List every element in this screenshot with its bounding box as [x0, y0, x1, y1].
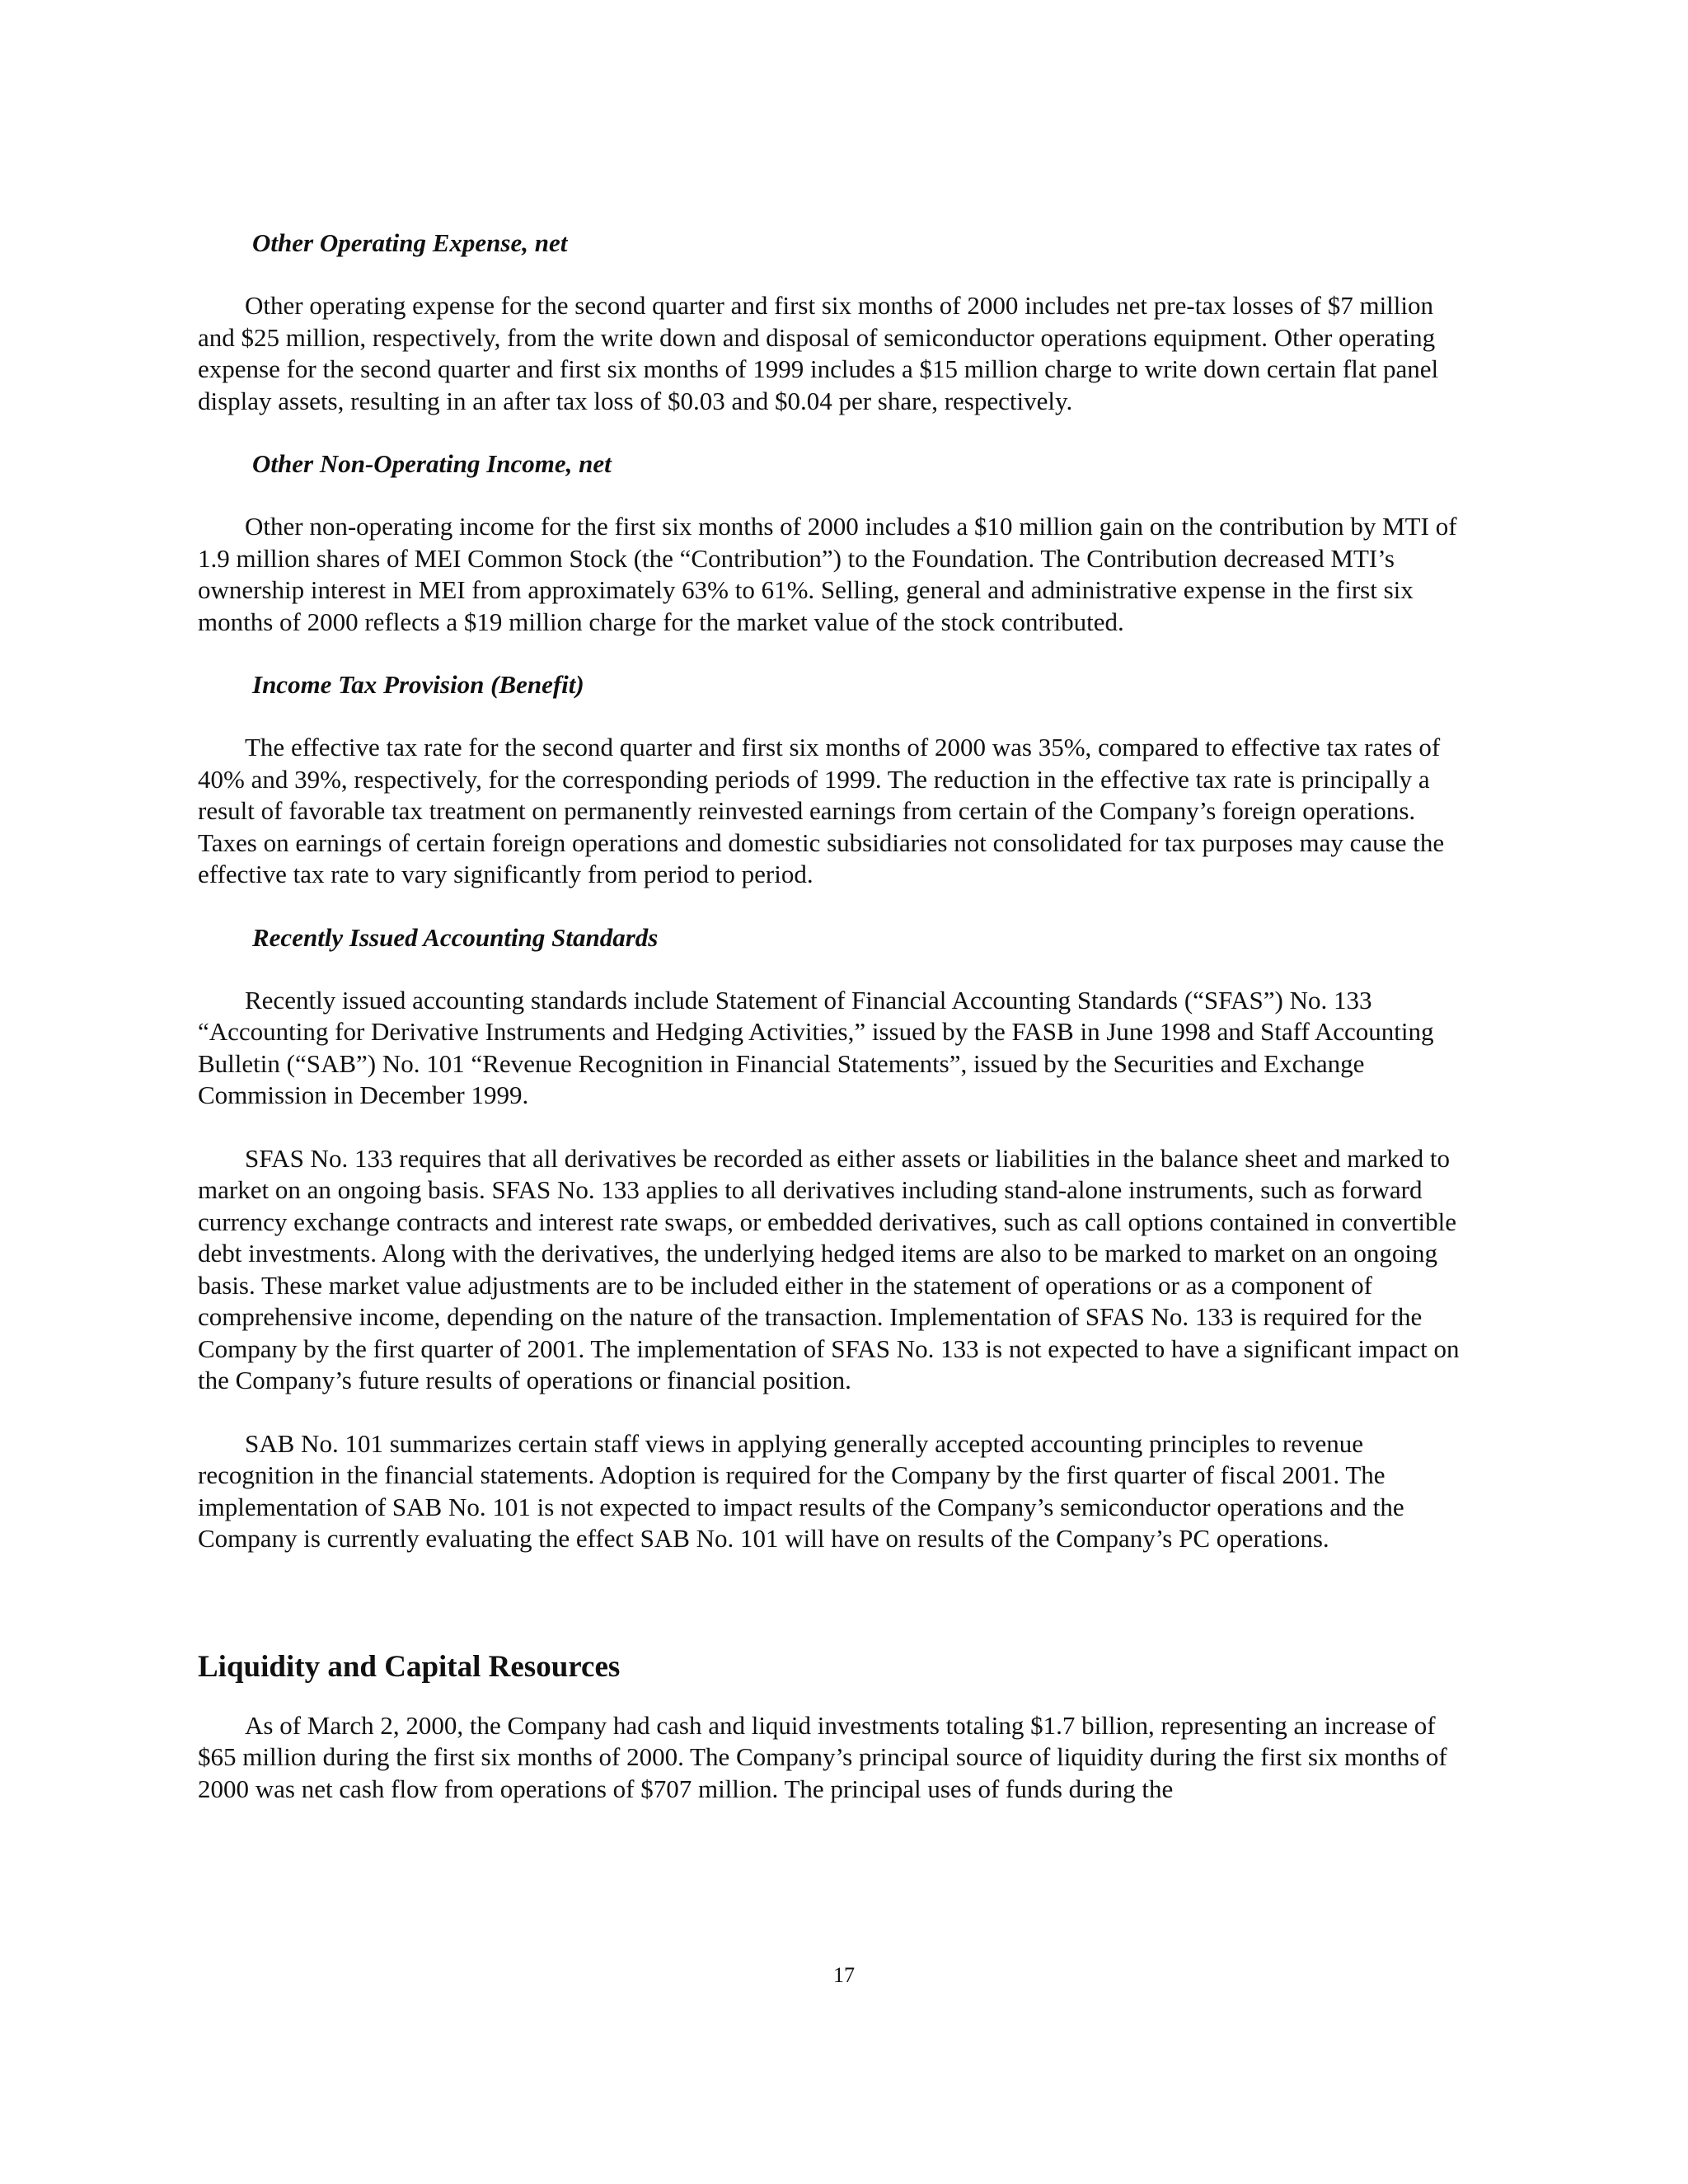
paragraph-liquidity: As of March 2, 2000, the Company had cash and liquid investments totaling $1.7 billion, representing an increase of $65 million during the first six months of 2000. The Company’s principal source of liquidity during the first six months of 2000 was net cash flow from operations of $707 million. The principal uses of funds during the: [198, 1710, 1447, 1803]
heading-other-non-operating-income: Other Non-Operating Income, net: [252, 449, 612, 478]
page-number: 17: [833, 1963, 855, 1987]
heading-liquidity-and-capital-resources: Liquidity and Capital Resources: [198, 1649, 621, 1684]
heading-recently-issued-accounting-standards: Recently Issued Accounting Standards: [252, 922, 659, 952]
paragraph-other-non-operating-income: Other non-operating income for the first six months of 2000 includes a $10 million gain on the contribution by MTI of 1.9 million shares of MEI Common Stock (the “Contribution”) to the Foundation. The Contribution decreased MTI’s ownership interest in MEI from approximately 63% to 61%. Selling, general and administrative expense in the first six months of 2000 reflects a $19 million charge for the market value of the stock contributed.: [198, 512, 1457, 636]
heading-other-operating-expense: Other Operating Expense, net: [252, 228, 568, 257]
paragraph-sab-101: SAB No. 101 summarizes certain staff views in applying generally accepted accounting principles to revenue recognition in the financial statements. Adoption is required for the Company by the first quarter of fiscal 2001. The implementation of SAB No. 101 is not expected to impact results of the Company’s semiconductor operations and the Company is currently evaluating the effect SAB No. 101 will have on results of the Company’s PC operations.: [198, 1428, 1404, 1553]
section-spacer: [198, 1586, 1475, 1649]
paragraph-sfas-133: SFAS No. 133 requires that all derivatives be recorded as either assets or liabilities in the balance sheet and marked to market on an ongoing basis. SFAS No. 133 applies to all derivatives including stand-alone instruments, such as forward currency exchange contracts and interest rate swaps, or embedded derivatives, such as call options contained in convertible debt investments. Along with the derivatives, the underlying hedged items are also to be marked to market on an ongoing basis. These market value adjustments are to be included either in the statement of operations or as a component of comprehensive income, depending on the nature of the transaction. Implementation of SFAS No. 133 is required for the Company by the first quarter of 2001. The implementation of SFAS No. 133 is not expected to have a significant impact on the Company’s future results of operations or financial position.: [198, 1143, 1460, 1394]
page-body: [198, 227, 1475, 1836]
paragraph-other-operating-expense: Other operating expense for the second quarter and first six months of 2000 includes net pre-tax losses of $7 million and $25 million, respectively, from the write down and disposal of semiconductor operations equipment. Other operating expense for the second quarter and first six months of 1999 includes a $15 million charge to write down certain flat panel display assets, resulting in an after tax loss of $0.03 and $0.04 per share, respectively.: [198, 291, 1439, 415]
heading-income-tax-provision: Income Tax Provision (Benefit): [252, 670, 584, 699]
paragraph-income-tax-provision: The effective tax rate for the second quarter and first six months of 2000 was 35%, compared to effective tax rates of 40% and 39%, respectively, for the corresponding periods of 1999. The reduction in the effective tax rate is principally a result of favorable tax treatment on permanently reinvested earnings from certain of the Company’s foreign operations. Taxes on earnings of certain foreign operations and domestic subsidiaries not consolidated for tax purposes may cause the effective tax rate to vary significantly from period to period.: [198, 733, 1445, 888]
paragraph-accounting-standards-intro: Recently issued accounting standards include Statement of Financial Accounting Standards (“SFAS”) No. 133 “Accounting for Derivative Instruments and Hedging Activities,” issued by the FASB in June 1998 and Staff Accounting Bulletin (“SAB”) No. 101 “Revenue Recognition in Financial Statements”, issued by the Securities and Exchange Commission in December 1999.: [198, 985, 1434, 1109]
